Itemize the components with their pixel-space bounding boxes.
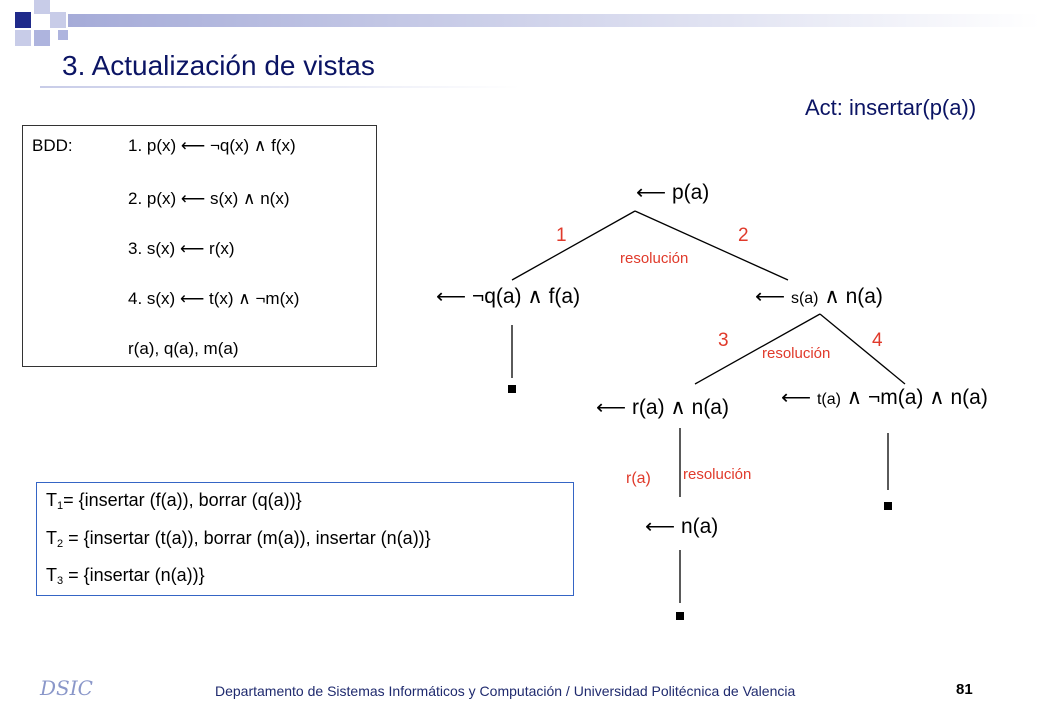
resolution-label: resolución: [762, 345, 831, 362]
edge-label-1: 1: [556, 225, 567, 246]
transaction-t1: [46, 490, 302, 512]
tree-node-ta: [781, 385, 988, 410]
action-label: Act: insertar(p(a)): [805, 95, 977, 120]
transaction-t1-prefix: T: [46, 490, 57, 510]
tree-node-ta-t: t(a): [816, 391, 841, 408]
bdd-rule: 2. p(x) ⟵ s(x) ∧ n(x): [128, 189, 290, 208]
transaction-t2-sub: 2: [57, 538, 64, 550]
resolution-label: resolución: [683, 466, 752, 483]
empty-clause-marker: [508, 385, 516, 393]
transaction-t2: [46, 528, 431, 550]
bdd-rule: 1. p(x) ⟵ ¬q(x) ∧ f(x): [128, 136, 296, 155]
edge-label-4: 4: [872, 330, 883, 351]
resolution-label: resolución: [620, 250, 689, 267]
edge-root-right: [635, 211, 788, 280]
bdd-rule: 3. s(x) ⟵ r(x): [128, 239, 235, 258]
page-title: 3. Actualización de vistas: [62, 50, 375, 81]
tree-node-ta-arrow: ⟵: [781, 386, 812, 409]
transaction-t1-text: = {insertar (f(a)), borrar (q(a))}: [63, 490, 302, 510]
edge-label-2: 2: [738, 225, 749, 246]
tree-node-ta-rest: ∧ ¬m(a) ∧ n(a): [846, 386, 988, 409]
tree-node-right-s: s(a): [790, 290, 819, 307]
transaction-t2-prefix: T: [46, 528, 57, 548]
edge-root-left: [512, 211, 635, 280]
transaction-t3-sub: 3: [57, 575, 64, 587]
tree-node-root: ⟵ p(a): [636, 181, 710, 204]
transaction-t1-sub: 1: [57, 500, 64, 512]
tree-node-na: ⟵ n(a): [645, 515, 719, 538]
tree-node-right-rest: ∧ n(a): [824, 285, 883, 308]
empty-clause-marker: [884, 502, 892, 510]
empty-clause-marker: [676, 612, 684, 620]
bdd-facts: r(a), q(a), m(a): [128, 339, 239, 358]
dsic-logo: DSIC: [40, 676, 93, 700]
bdd-rule: 4. s(x) ⟵ t(x) ∧ ¬m(x): [128, 289, 300, 308]
transaction-t3-text: = {insertar (n(a))}: [63, 565, 205, 585]
transaction-t2-text: = {insertar (t(a)), borrar (m(a)), insertar (n(a))}: [63, 528, 431, 548]
edge-right-ta: [820, 314, 905, 384]
tree-node-ra: ⟵ r(a) ∧ n(a): [596, 396, 729, 419]
edge-label-3: 3: [718, 330, 729, 351]
footer-text: Departamento de Sistemas Informáticos y Computación / Universidad Politécnica de Valencia: [215, 683, 796, 699]
tree-node-left: ⟵ ¬q(a) ∧ f(a): [436, 285, 581, 308]
transaction-t3-prefix: T: [46, 565, 57, 585]
edge-label-ra: r(a): [626, 470, 651, 487]
bdd-label: BDD:: [32, 136, 73, 155]
tree-node-right: [755, 284, 883, 309]
transaction-t3: [46, 565, 205, 587]
page-number: 81: [956, 681, 973, 698]
tree-node-right-arrow: ⟵: [755, 285, 786, 308]
